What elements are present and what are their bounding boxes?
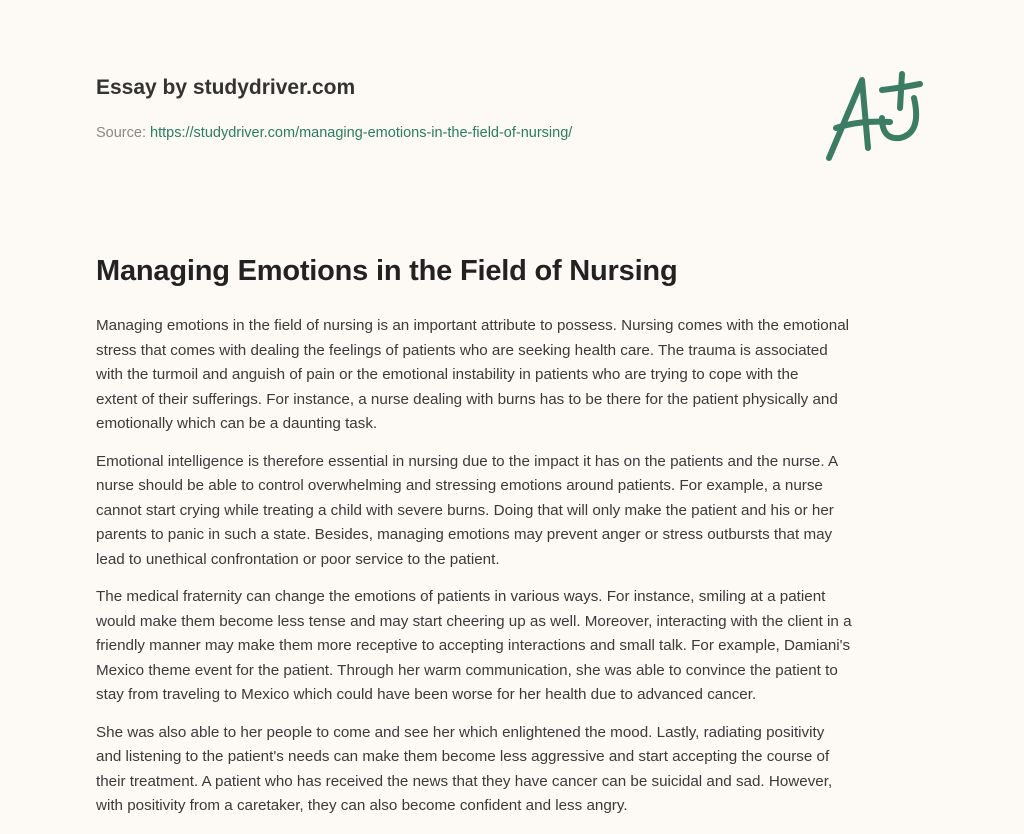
a-plus-logo-icon: [820, 68, 930, 168]
text-line: emotionally which can be a daunting task.: [96, 415, 378, 432]
text-line: She was also able to her people to come and see her which enlightened the mood. Lastly, radiating positivity: [96, 723, 825, 741]
text-line: would make them become less tense and may start cheering up as well. Moreover, interacting with the client in a: [96, 612, 852, 630]
text-line: Emotional intelligence is therefore essential in nursing due to the impact it has on the patients and the nurse. A: [96, 452, 839, 470]
source-label: Source:: [96, 125, 146, 141]
text-line: stay from traveling to Mexico which could have been worse for her health due to advanced cancer.: [96, 686, 757, 703]
text-line: their treatment. A patient who has received the news that they have cancer can be suicidal and sad. However,: [96, 772, 833, 790]
text-line: friendly manner may make them more receptive to accepting interactions and small talk. For example, Damiani's: [96, 637, 851, 654]
paragraph-4: [96, 721, 936, 819]
essay-body: [96, 314, 936, 832]
paragraph-1: [96, 314, 936, 437]
text-line: and listening to the patient's needs can make them become less aggressive and start accepting the course of: [96, 748, 830, 765]
text-line: with the turmoil and anguish of pain or the emotional instability in patients who are trying to cope with the: [96, 366, 799, 383]
source-line: [96, 125, 572, 141]
text-line: extent of their sufferings. For instance, a nurse dealing with burns has to be there for the patient physically and: [96, 390, 838, 408]
site-title: Essay by studydriver.com: [96, 76, 356, 99]
paragraph-3: [96, 585, 936, 708]
text-line: parents to panic in such a state. Besides, managing emotions may prevent anger or stress outbursts that may: [96, 526, 833, 543]
text-line: lead to unethical confrontation or poor service to the patient.: [96, 550, 500, 568]
text-line: Mexico theme event for the patient. Through her warm communication, she was able to convince the patient to: [96, 661, 838, 679]
essay-title: Managing Emotions in the Field of Nursing: [96, 255, 678, 287]
text-line: Managing emotions in the field of nursing is an important attribute to possess. Nursing comes with the emotional: [96, 317, 850, 334]
text-line: with positivity from a caretaker, they can also become confident and less angry.: [96, 797, 628, 814]
source-link[interactable]: https://studydriver.com/managing-emotions-in-the-field-of-nursing/: [150, 125, 573, 141]
text-line: stress that comes with dealing the feelings of patients who are seeking health care. The trauma is associated: [96, 341, 828, 359]
text-line: The medical fraternity can change the emotions of patients in various ways. For instance, smiling at a patient: [96, 588, 826, 605]
paragraph-2: [96, 450, 936, 573]
text-line: cannot start crying while treating a child with severe burns. Doing that will only make the patient and his or her: [96, 501, 834, 519]
text-line: nurse should be able to control overwhelming and stressing emotions around patients. For example, a nurse: [96, 477, 823, 494]
